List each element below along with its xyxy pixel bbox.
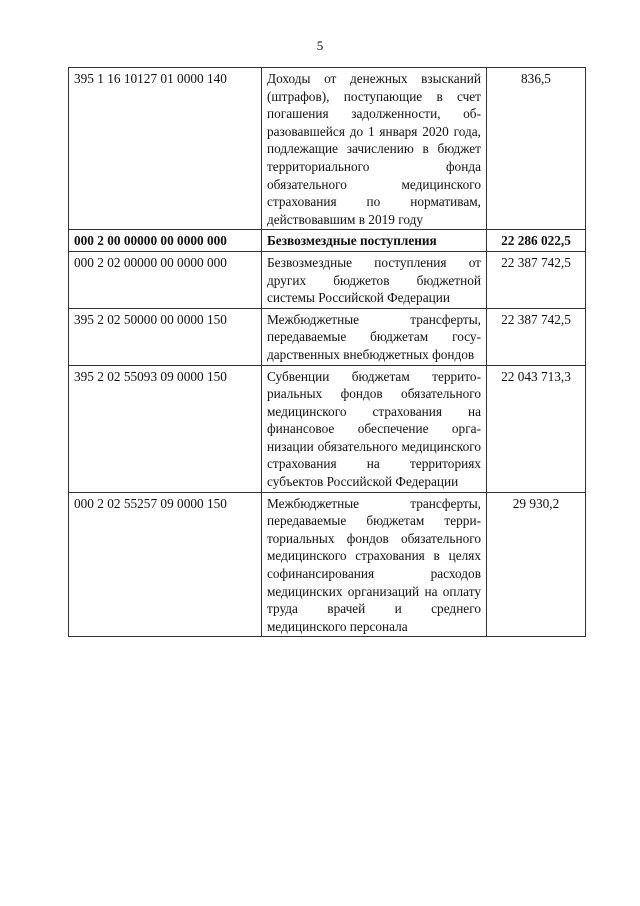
table-row xyxy=(69,365,586,492)
revenue-name-cell: Безвозмездные поступления xyxy=(262,230,487,252)
revenue-name-cell: Доходы от денежных взысканий (штрафов), поступающие в счет погашения задолженности, образовавшейся до 1 января 2020 года, подлежащие зачислению в бюджет территориального фонда обязательного медицинского страхования по нормативам, действовавшим в 2019 году xyxy=(262,68,487,230)
page-number: 5 xyxy=(316,38,324,53)
budget-code-cell: 395 1 16 10127 01 0000 140 xyxy=(69,68,262,230)
amount-cell: 22 043 713,3 xyxy=(487,365,586,492)
budget-code-cell: 000 2 02 55257 09 0000 150 xyxy=(69,492,262,637)
budget-code-cell: 000 2 02 00000 00 0000 000 xyxy=(69,251,262,308)
budget-code-cell: 395 2 02 55093 09 0000 150 xyxy=(69,365,262,492)
table-row xyxy=(69,251,586,308)
amount-cell: 29 930,2 xyxy=(487,492,586,637)
revenue-name-cell: Межбюджетные трансферты, передаваемые бюджетам территориальных фондов обязательного медицинского страхования в целях софинансирования расходов медицинских организаций на оплату труда врачей и среднего медицинского персонала xyxy=(262,492,487,637)
revenue-name-cell: Безвозмездные поступления от других бюджетов бюджетной системы Российской Федерации xyxy=(262,251,487,308)
amount-cell: 22 387 742,5 xyxy=(487,251,586,308)
table-row-total xyxy=(69,230,586,252)
amount-cell: 836,5 xyxy=(487,68,586,230)
amount-cell: 22 387 742,5 xyxy=(487,308,586,365)
budget-code-cell: 395 2 02 50000 00 0000 150 xyxy=(69,308,262,365)
table-row xyxy=(69,492,586,637)
budget-code-cell: 000 2 00 00000 00 0000 000 xyxy=(69,230,262,252)
table-row xyxy=(69,308,586,365)
table-row xyxy=(69,68,586,230)
budget-revenue-table xyxy=(68,67,586,637)
amount-cell: 22 286 022,5 xyxy=(487,230,586,252)
revenue-name-cell: Субвенции бюджетам территориальных фондов обязательного медицинского страхования на финансовое обеспечение организации обязательного медицинского страхования на территориях субъектов Российской Федерации xyxy=(262,365,487,492)
revenue-name-cell: Межбюджетные трансферты, передаваемые бюджетам государственных внебюджетных фондов xyxy=(262,308,487,365)
